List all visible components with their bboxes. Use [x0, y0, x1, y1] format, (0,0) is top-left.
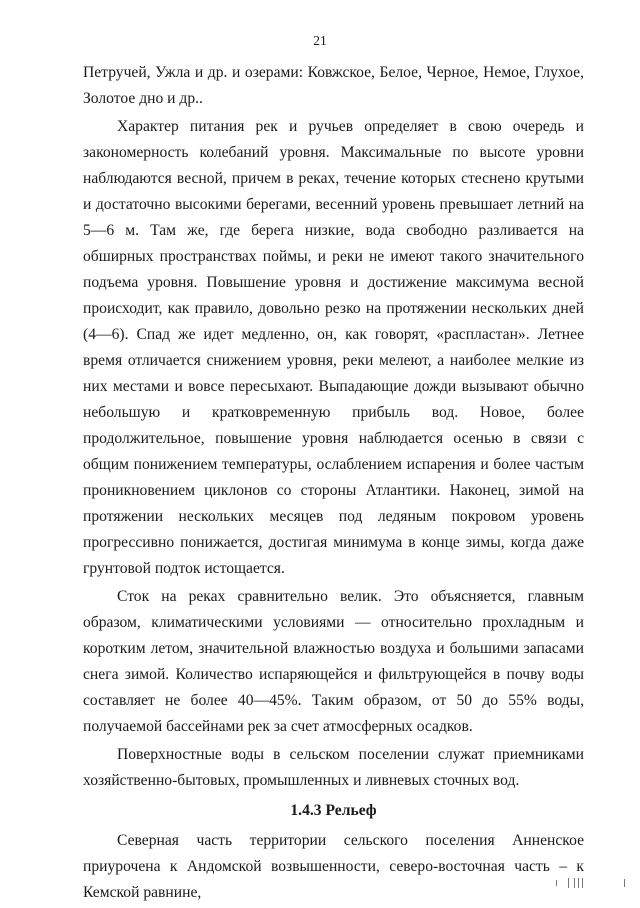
scan-mark — [624, 879, 625, 887]
section-heading-relief: 1.4.3 Рельеф — [290, 802, 377, 819]
paragraph-lake-list: Петручей, Ужла и др. и озерами: Ковжское, Белое, Черное, Немое, Глухое, Золотое дно и др.. — [83, 64, 584, 107]
scan-mark — [574, 878, 575, 888]
paragraph-river-regime: Характер питания рек и ручьев определяет в свою очередь и закономерность колебаний уровня. Максимальные по высоте уровни наблюдаются весной, причем в реках, течение которых стеснено крутыми и достаточно высокими берегами, весенний уровень превышает летний на 5—6 м. Там же, где берега низкие, вода свободно разливается на обширных пространствах поймы, и реки не имеют такого значительного подъема уровня. Повышение уровня и достижение максимума весной происходит, как правило, довольно резко на протяжении нескольких дней (4—6). Спад же идет медленно, он, как говорят, «распластан». Летнее время отличается снижением уровня, реки мелеют, а наиболее мелкие из них местами и вовсе пересыхают. Выпадающие дожди вызывают обычно небольшую и кратковременную прибыль вод. Новое, более продолжительное, повышение уровня наблюдается осенью в связи с общим понижением температуры, ослаблением испарения и более частым проникновением циклонов со стороны Атлантики. Наконец, зимой на протяжении нескольких месяцев под ледяным покровом уровень прогрессивно понижается, достигая минимума в конце зимы, когда даже грунтовой подток истощается. — [83, 118, 584, 577]
scan-mark — [578, 878, 579, 888]
paragraph-relief: Северная часть территории сельского поселения Анненское приурочена к Андомской возвышенности, северо-восточная часть – к Кемской равнине, — [83, 832, 584, 901]
body-text — [83, 60, 584, 908]
scan-mark — [556, 880, 557, 886]
paragraph-river-runoff: Сток на реках сравнительно велик. Это объясняется, главным образом, климатическими условиями — относительно прохладным и коротким летом, значительной влажностью воздуха и большими запасами снега зимой. Количество испаряющейся и фильтрующейся в почву воды составляет не более 40—45%. Таким образом, от 50 до 55% воды, получаемой бассейнами рек за счет атмосферных осадков. — [83, 588, 584, 735]
paragraph-surface-water: Поверхностные воды в сельском поселении служат приемниками хозяйственно-бытовых, промышленных и ливневых сточных вод. — [83, 746, 584, 789]
page-number: 21 — [313, 33, 327, 48]
scan-mark — [568, 878, 569, 888]
scan-artifact-marks — [556, 876, 640, 890]
scan-mark — [582, 878, 583, 888]
